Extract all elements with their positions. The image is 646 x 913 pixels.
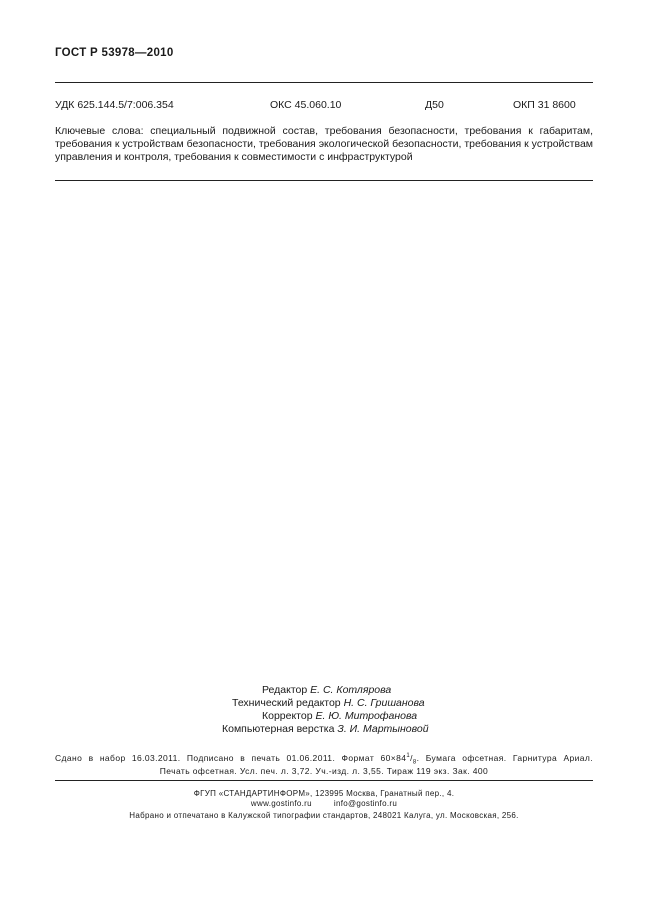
publisher-contacts — [55, 799, 593, 808]
credit-layout — [222, 723, 429, 736]
top-divider — [55, 82, 593, 83]
printing-type: Печать офсетная. — [159, 766, 238, 776]
printing-house: Набрано и отпечатано в Калужской типографии стандартов, 248021 Калуга, ул. Московская, 256. — [129, 811, 519, 820]
publisher-website[interactable]: www.gostinfo.ru — [250, 799, 312, 808]
edition-sheets: Уч.-изд. л. 3,55. — [315, 766, 384, 776]
udk-code: УДК 625.144.5/7:006.354 — [55, 99, 174, 111]
credit-role: Редактор — [262, 684, 308, 696]
format-value: $60\times 84^1/_8$. — [380, 753, 420, 766]
okp-code: ОКП 31 8600 — [513, 99, 576, 111]
credit-person: З. И. Мартыновой — [337, 723, 429, 735]
credit-person: Е. Ю. Митрофанова — [315, 710, 418, 722]
credit-editor — [262, 684, 391, 697]
credit-role: Технический редактор — [232, 697, 341, 709]
typeface: Гарнитура Ариал. — [512, 753, 594, 763]
format-label: Формат — [341, 753, 375, 763]
publisher-email[interactable]: info@gostinfo.ru — [333, 799, 398, 808]
keywords-paragraph: Ключевые слова: специальный подвижной состав, требования безопасности, требования к габаритам, требования к устройствам безопасности, требования экологической безопасности, требования к устройствам управления и контроля, требования к совместимости с инфраструктурой — [55, 125, 593, 163]
credit-role: Корректор — [262, 710, 313, 722]
publisher-address: ФГУП «СТАНДАРТИНФОРМ», 123995 Москва, Гранатный пер., 4. — [193, 789, 455, 798]
oks-code: ОКС 45.060.10 — [270, 99, 342, 111]
credit-role: Компьютерная верстка — [222, 723, 335, 735]
order-number: Зак. 400 — [452, 766, 489, 776]
print-info-line-1 — [55, 753, 593, 766]
category-code: Д50 — [425, 99, 444, 111]
circulation: Тираж 119 экз. — [386, 766, 450, 776]
signed-date: Подписано в печать 01.06.2011. — [186, 753, 336, 763]
credit-person: Е. С. Котлярова — [310, 684, 392, 696]
printed-sheets: Усл. печ. л. 3,72. — [239, 766, 313, 776]
keywords-divider — [55, 180, 593, 181]
publisher-divider — [55, 780, 593, 781]
paper-type: Бумага офсетная. — [425, 753, 507, 763]
submitted-date: Сдано в набор 16.03.2011. — [55, 753, 181, 763]
credit-technical-editor — [232, 697, 425, 710]
credit-person: Н. С. Гришанова — [343, 697, 425, 709]
credit-proofreader — [262, 710, 417, 723]
standard-number: ГОСТ Р 53978—2010 — [55, 47, 174, 59]
print-info-line-2 — [55, 766, 593, 776]
